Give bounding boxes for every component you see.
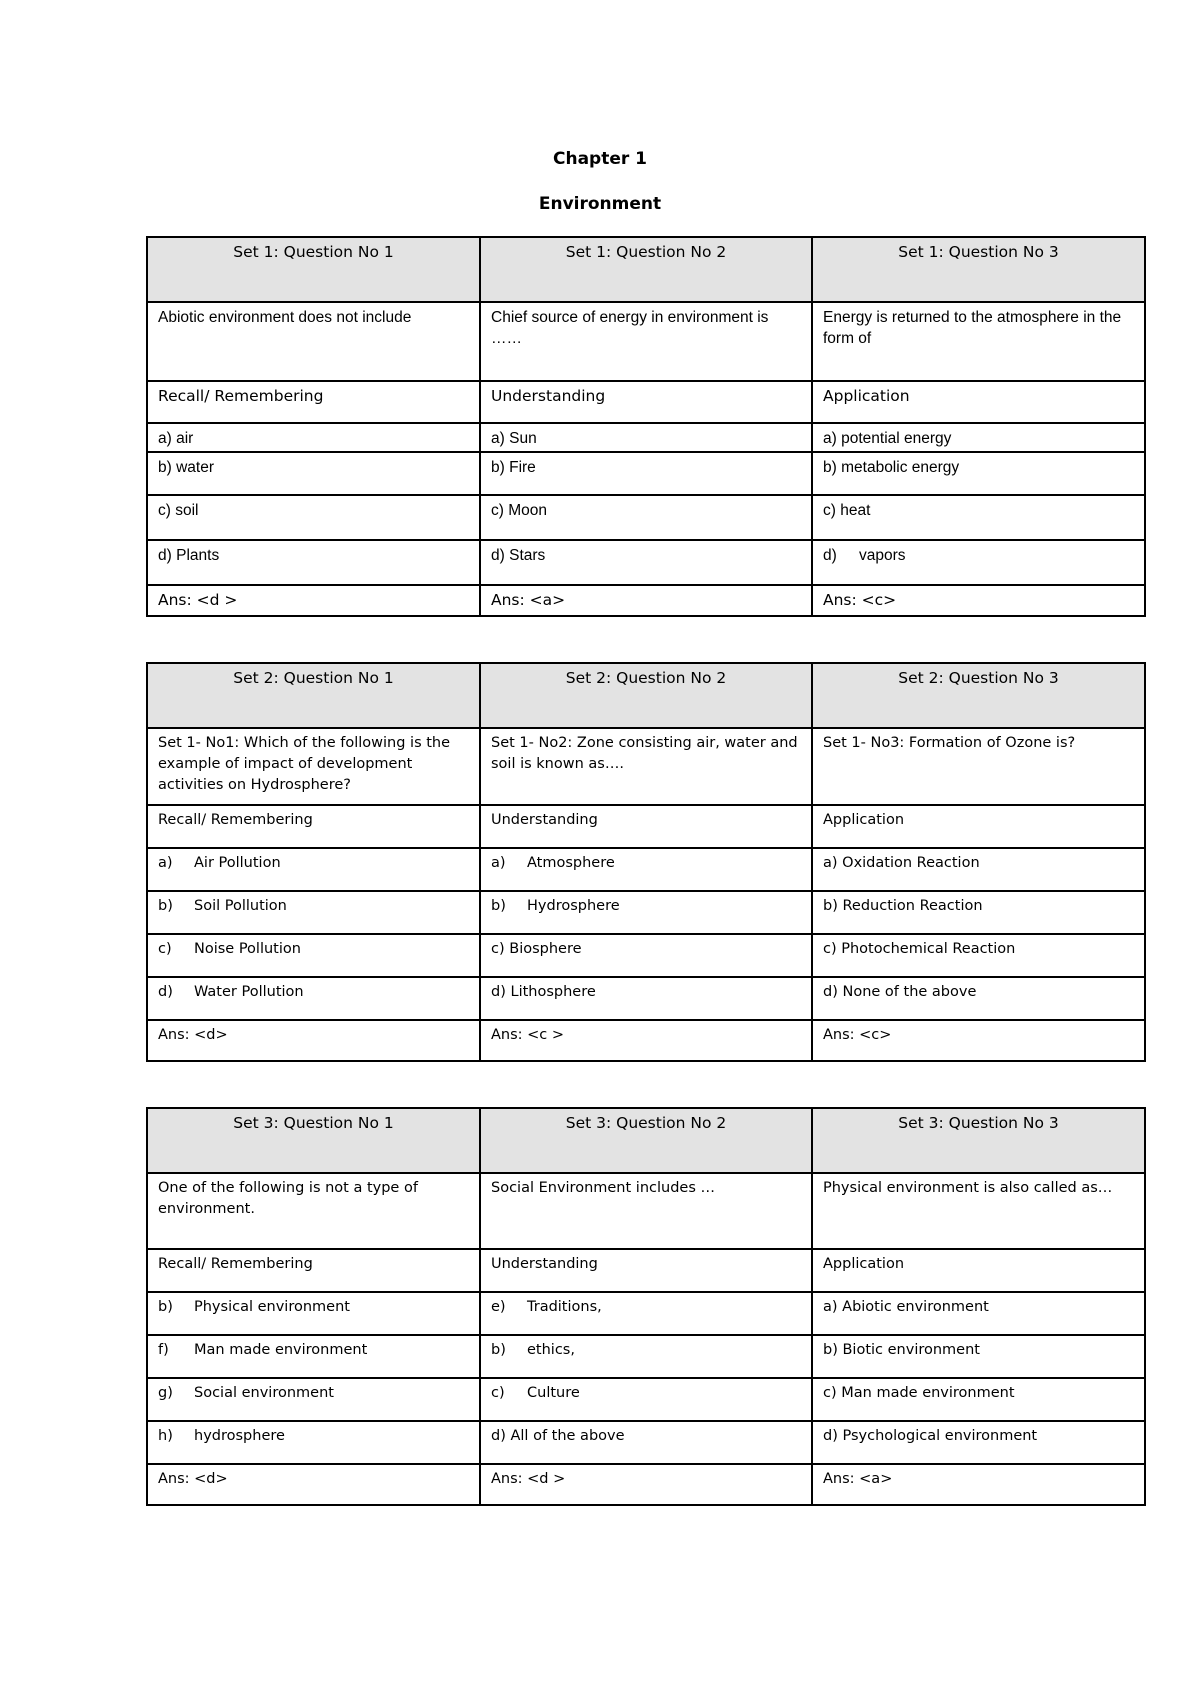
option-cell [147, 452, 480, 495]
question-text: Set 1- No3: Formation of Ozone is? [812, 728, 1145, 805]
answer-key: Ans: <d> [147, 1464, 480, 1505]
question-set-3-table [146, 1107, 1146, 1506]
option-text: air [176, 430, 194, 447]
option-text: Reduction Reaction [842, 898, 983, 914]
option-text: Social environment [194, 1385, 334, 1401]
option-cell [480, 977, 812, 1020]
option-cell [147, 1421, 480, 1464]
option-text: Biosphere [509, 941, 582, 957]
cognitive-level: Recall/ Remembering [147, 805, 480, 848]
option-letter: c) [158, 941, 172, 957]
option-cell [147, 934, 480, 977]
option-text: Plants [176, 547, 220, 564]
option-text: Man made environment [841, 1385, 1015, 1401]
answer-key: Ans: <a> [812, 1464, 1145, 1505]
option-text: Atmosphere [527, 855, 615, 871]
option-cell [812, 1421, 1145, 1464]
answer-key: Ans: <d > [147, 585, 480, 616]
option-cell [480, 1292, 812, 1335]
option-text: Biotic environment [842, 1342, 980, 1358]
option-cell [812, 891, 1145, 934]
option-letter: d) [491, 1428, 506, 1444]
cognitive-level: Application [812, 1249, 1145, 1292]
set-header: Set 3: Question No 1 [147, 1108, 480, 1173]
option-letter: a) [823, 1299, 838, 1315]
answer-key: Ans: <a> [480, 585, 812, 616]
option-cell [812, 1335, 1145, 1378]
option-text: Man made environment [194, 1342, 368, 1358]
answer-key: Ans: <d > [480, 1464, 812, 1505]
option-cell [812, 848, 1145, 891]
cognitive-level: Recall/ Remembering [147, 381, 480, 423]
question-text: Set 1- No2: Zone consisting air, water and soil is known as…. [480, 728, 812, 805]
option-cell [480, 423, 812, 452]
option-text: vapors [859, 547, 906, 564]
option-letter: d) [823, 547, 837, 564]
set-header: Set 1: Question No 2 [480, 237, 812, 302]
option-text: Psychological environment [842, 1428, 1038, 1444]
option-letter: b) [158, 459, 172, 476]
chapter-subtitle: Environment [538, 194, 662, 214]
option-letter: b) [491, 1342, 506, 1358]
option-letter: d) [823, 1428, 838, 1444]
cognitive-level: Application [812, 805, 1145, 848]
option-letter: b) [158, 1299, 173, 1315]
option-cell [147, 495, 480, 540]
option-text: Air Pollution [194, 855, 281, 871]
option-text: Physical environment [194, 1299, 350, 1315]
option-letter: f) [158, 1342, 169, 1358]
option-letter: a) [491, 855, 506, 871]
option-letter: d) [491, 547, 505, 564]
option-cell [812, 934, 1145, 977]
option-text: metabolic energy [841, 459, 960, 476]
option-letter: a) [491, 430, 505, 447]
cognitive-level: Understanding [480, 381, 812, 423]
option-letter: a) [823, 855, 838, 871]
option-text: Fire [509, 459, 536, 476]
option-letter: g) [158, 1385, 173, 1401]
option-letter: d) [158, 984, 173, 1000]
option-cell [147, 423, 480, 452]
option-text: Oxidation Reaction [842, 855, 980, 871]
question-text: Social Environment includes … [480, 1173, 812, 1249]
option-cell [812, 540, 1145, 585]
option-letter: a) [158, 430, 172, 447]
option-cell [480, 848, 812, 891]
option-cell [480, 452, 812, 495]
option-letter: c) [823, 1385, 837, 1401]
option-letter: b) [158, 898, 173, 914]
answer-key: Ans: <c> [812, 1020, 1145, 1061]
option-cell [812, 1378, 1145, 1421]
question-text: Energy is returned to the atmosphere in the form of [812, 302, 1145, 381]
option-letter: b) [823, 459, 837, 476]
option-letter: b) [823, 898, 838, 914]
question-set-1-table [146, 236, 1146, 617]
set-header: Set 3: Question No 2 [480, 1108, 812, 1173]
cognitive-level: Understanding [480, 805, 812, 848]
option-text: soil [175, 502, 199, 519]
option-letter: b) [491, 898, 506, 914]
option-letter: e) [491, 1299, 506, 1315]
answer-key: Ans: <c> [812, 585, 1145, 616]
option-text: water [176, 459, 215, 476]
option-cell [812, 1292, 1145, 1335]
option-cell [147, 848, 480, 891]
question-text: One of the following is not a type of environment. [147, 1173, 480, 1249]
option-letter: c) [823, 941, 837, 957]
chapter-title: Chapter 1 [552, 149, 647, 169]
option-cell [147, 1378, 480, 1421]
option-text: hydrosphere [194, 1428, 285, 1444]
question-text: Chief source of energy in environment is …… [480, 302, 812, 381]
set-header: Set 2: Question No 3 [812, 663, 1145, 728]
option-letter: c) [491, 941, 505, 957]
option-letter: c) [491, 502, 504, 519]
option-letter: c) [491, 1385, 505, 1401]
option-cell [480, 1335, 812, 1378]
option-cell [480, 495, 812, 540]
option-text: potential energy [841, 430, 952, 447]
option-cell [147, 1292, 480, 1335]
question-text: Physical environment is also called as… [812, 1173, 1145, 1249]
answer-key: Ans: <c > [480, 1020, 812, 1061]
option-letter: a) [158, 855, 173, 871]
cognitive-level: Understanding [480, 1249, 812, 1292]
option-letter: d) [823, 984, 838, 1000]
option-cell [812, 495, 1145, 540]
option-cell [147, 540, 480, 585]
option-text: Soil Pollution [194, 898, 287, 914]
option-cell [147, 891, 480, 934]
question-text: Set 1- No1: Which of the following is the example of impact of development activities on Hydrosphere? [147, 728, 480, 805]
set-header: Set 1: Question No 3 [812, 237, 1145, 302]
option-text: All of the above [510, 1428, 625, 1444]
option-text: Noise Pollution [194, 941, 301, 957]
option-cell [480, 1421, 812, 1464]
option-cell [480, 540, 812, 585]
option-letter: b) [491, 459, 505, 476]
option-letter: b) [823, 1342, 838, 1358]
option-cell [812, 977, 1145, 1020]
option-text: Moon [508, 502, 548, 519]
question-text: Abiotic environment does not include [147, 302, 480, 381]
option-cell [147, 977, 480, 1020]
option-cell [812, 423, 1145, 452]
option-text: Hydrosphere [527, 898, 620, 914]
option-text: Abiotic environment [842, 1299, 989, 1315]
option-text: Traditions, [527, 1299, 602, 1315]
option-cell [147, 1335, 480, 1378]
question-set-2-table [146, 662, 1146, 1062]
option-letter: c) [823, 502, 836, 519]
option-text: Photochemical Reaction [841, 941, 1016, 957]
option-letter: a) [823, 430, 837, 447]
option-cell [480, 891, 812, 934]
option-text: Water Pollution [194, 984, 304, 1000]
answer-key: Ans: <d> [147, 1020, 480, 1061]
set-header: Set 3: Question No 3 [812, 1108, 1145, 1173]
option-text: heat [840, 502, 871, 519]
option-cell [480, 934, 812, 977]
option-cell [812, 452, 1145, 495]
option-text: Stars [509, 547, 546, 564]
option-text: Sun [509, 430, 537, 447]
option-cell [480, 1378, 812, 1421]
option-letter: d) [158, 547, 172, 564]
option-letter: d) [491, 984, 506, 1000]
cognitive-level: Recall/ Remembering [147, 1249, 480, 1292]
option-letter: c) [158, 502, 171, 519]
set-header: Set 1: Question No 1 [147, 237, 480, 302]
set-header: Set 2: Question No 1 [147, 663, 480, 728]
cognitive-level: Application [812, 381, 1145, 423]
option-text: None of the above [842, 984, 977, 1000]
set-header: Set 2: Question No 2 [480, 663, 812, 728]
option-text: Culture [527, 1385, 580, 1401]
option-letter: h) [158, 1428, 173, 1444]
option-text: ethics, [527, 1342, 575, 1358]
option-text: Lithosphere [510, 984, 596, 1000]
